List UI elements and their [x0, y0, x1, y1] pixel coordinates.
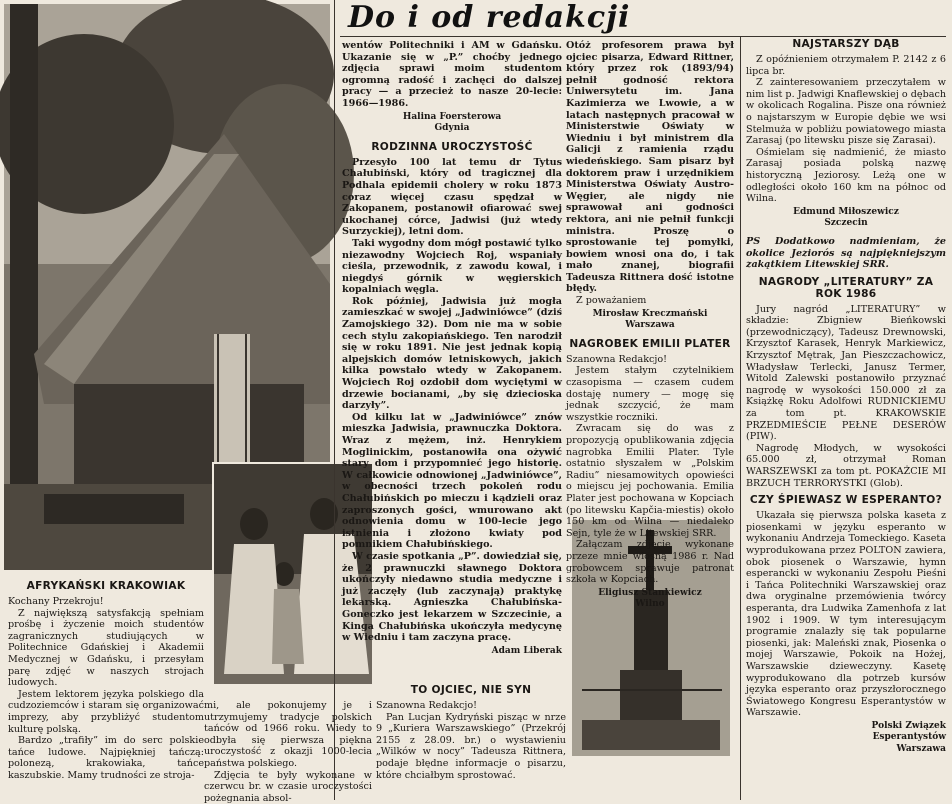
article-title-czy-spiewasz-w-esperanto: CZY ŚPIEWASZ W ESPERANTO? [749, 494, 943, 507]
paragraph: Pan Lucjan Kydryński pisząc w nrze 9 „Kuriera Warszawskiego” (Przekrój 2155 z 28.09. br.) o wystawieniu „Wilków w nocy” Tadeusza Rittnera, podaje błędne informacje o pisarzu, które chciałbym sprostować. [376, 711, 566, 781]
paragraph: Przesyło 100 lat temu dr Tytus Chałubiński, który od tragicznej dla Podhala epidemii cholery w roku 1873 coraz więcej czasu spędzał w Zakopanem, postanowił ofiarować swej ukochanej córce, Jadwisi (już wtedy Surzyckiej), letni dom. [342, 156, 562, 238]
signature: Eligiusz Stankiewicz Wilno [598, 587, 702, 610]
signature: Mirosław Kreczmański Warszawa [592, 308, 708, 331]
masthead-title: Do i od redakcji [348, 0, 631, 35]
paragraph: Rok później, Jadwisia już mogła zamieszkać w swojej „Jadwiniówce” (dziś Zamojskiego 32). Dom nie ma w sobie cech stylu zakopiańskiego. Ten narodził się w roku 1891. Nie jest jednak kopią alpejskich domów letniskowych, jakich kilka powstało wtedy w Zakopanem. Wojciech Roj ozdobił dom wyciętymi w drzewie bocianami, „by się dziecioska darzyły”. [342, 295, 562, 412]
signature: Polski Związek Esperantystów Warszawa [871, 720, 946, 755]
paragraph: Szanowna Redakcjo! [566, 353, 668, 365]
article-nagrobek-emilii-plater [566, 40, 734, 610]
paragraph: Zwracam się do was z propozycją opublikowania zdjęcia nagrobka Emilii Plater. Tyle ostatnio słyszałem w „Polskim Radiu” niesamowitych opowieści o miejscu jej pochowania. Emilia Plater jest pochowana w Kopciach (po litewsku Kapčia-miestis) około 150 km od Wilna — niedaleko Sejn, tyle że w Litewskiej SRR. [566, 423, 734, 539]
paragraph: Z poważaniem [576, 295, 647, 307]
article-title-najstarszy-dab: NAJSTARSZY DĄB [792, 38, 900, 50]
paragraph: Załączam zdjęcie wykonane przeze mnie wiosną 1986 r. Nad grobowcem sprawuje patronat szkoła w Kopciach. [566, 539, 734, 586]
signature: Halina Foersterowa Gdynia [402, 111, 502, 134]
paragraph: Ukazała się pierwsza polska kaseta z piosenkami w języku esperanto w wykonaniu Andrzeja Tomeckiego. Kaseta wyprodukowana przez POLTON zawiera, obok piosenek o Warszawie, hymn esperancki w wykonaniu Zespołu Pieśni i Tańca Politechniki Warszawskiej oraz dwa oryginalne przemówienia twórcy esperanta, dra Ludwika Zamenhofa z lat 1902 i 1909. W tym interesującym programie znalazły się tak popularne piosenki, jak: Maleński znak, Piosenka o mojej Warszawie, Pokoik na Hożej, Warszawskie dzieweczyny. Kasetę wyprodukowano dla potrzeb kursów języka esperanto oraz przyszłorocznego Światowego Kongresu Esperantystów w Warszawie. [746, 510, 946, 719]
paragraph: Z zainteresowaniem przeczytałem w nim list p. Jadwigi Knaflewskiej o dębach w okolicach Rogalina. Pisze ona również o najstarszym w Europie dębie we wsi Stelmuża w pobliżu powiatowego miasta Zarasaj (po litewsku pisze się Zarasai). [746, 77, 946, 147]
paragraph: Od kilku lat w „Jadwiniówce” znów mieszka Jadwisia, prawnuczka Doktora. Wraz z mężem, inż. Henrykiem Moglinickim, postanowiła ona ożywić stary dom i przypomnieć jego historię. W całkowicie odnowionej „Jadwiniówce”, w obecności trzech pokoleń rodu Chałubińskich po mieczu i kądzieli oraz zaproszonych gości, wmurowano akt odnowienia domu w 100-lecie jego istnienia i złożono kwiaty pod pomnikiem Chałubińskiego. [342, 411, 562, 551]
article-afrykanski-krakowiak [8, 578, 204, 800]
signature: Adam Liberak [491, 645, 562, 656]
article-title: TO OJCIEC, NIE SYN [410, 684, 532, 696]
article-rodzinna-uroczystosc [342, 40, 562, 680]
article-afrykanski-krakowiak-continued [204, 700, 372, 804]
article-to-ojciec-nie-syn [376, 684, 566, 800]
paragraph: Otóż profesorem prawa był ojciec pisarza, Edward Rittner, który przez rok (1893/94) pełnił godność rektora Uniwersytetu im. Jana Kazimierza we Lwowie, a w latach następnych pracował w Ministerstwie Oświaty w Wiedniu i był ministrem dla Galicji z ramienia rządu wiedeńskiego. Sam pisarz był doktorem praw i urzędnikiem Ministerstwa Oświaty Austro-Węgier, ale nigdy nie sprawował ani godności rektora, ani nie pełnił funkcji ministra. Proszę o sprostowanie tej pomyłki, bowiem wnosi ona do, i tak mało znanej, biografii Tadeusza Rittnera dość istotne błędy. [566, 40, 734, 295]
article-title: NAGROBEK EMILII PLATER [569, 337, 731, 350]
column-right [746, 38, 946, 800]
article-title: AFRYKAŃSKI KRAKOWIAK [26, 580, 186, 592]
column-rule-1 [334, 0, 335, 800]
article-title-nagrody-literatury: NAGRODY „LITERATURY” ZA ROK 1986 [758, 275, 934, 300]
paragraph: Jestem lektorem języka polskiego dla cudzoziemców i staram się organizować imprezy, aby przybliżyć studentom kulturę polską. [8, 688, 204, 735]
paragraph: W czasie spotkania „P”. dowiedział się, że 2 prawnuczki sławnego Doktora ukończyły niedawno studia medyczne i już zaczęły (lub zaczynają) praktykę lekarską. Agnieszka Chałubińska-Goneczko jest lekarzem w Szczecinie, a Kinga Chałubińska ukończyła medycynę w Wiedniu i tam zaczyna pracę. [342, 550, 562, 644]
masthead-rule [340, 36, 946, 37]
paragraph: Z opóźnieniem otrzymałem P. 2142 z 6 lipca br. [746, 54, 946, 77]
paragraph: wentów Politechniki i AM w Gdańsku. Ukazanie się w „P.” choćby jednego zdjęcia sprawi moim studentom ogromną radość i zachęci do dalszej pracy — a przecież to nasze 20-lecie: 1966—1986. [342, 40, 562, 109]
signature: Edmund Miłoszewicz Szczecin [793, 206, 899, 229]
paragraph: mi, ale pokonujemy je i utrzymujemy tradycje polskich tańców od 1966 roku. Wiedy to odbyła się pierwsza piękna uroczystość z okazji 1000-lecia państwa polskiego. [204, 700, 372, 769]
column-rule-3 [740, 36, 741, 800]
paragraph: Jury nagród „LITERATURY” w składzie: Zbigniew Bieńkowski (przewodniczący), Tadeusz Drewnowski, Krzysztof Karasek, Henryk Markiewicz, Krzysztof Mętrak, Jan Pieszczachowicz, Władysław Terlecki, Janusz Termer, Witold Zalewski postanowiło przyznać nagrodę w wysokości 150.000 zł za Książkę Roku Adolfowi RUDNICKIEMU za tom pt. KRAKOWSKIE PRZEDMIEŚCIE PEŁNE DESERÓW (PIW). [746, 303, 946, 443]
article-title: RODZINNA UROCZYSTOŚĆ [371, 140, 533, 153]
paragraph: Jestem stałym czytelnikiem czasopisma — czasem cudem dostaję numery — mogę się jednak szczycić, że mam wszystkie roczniki. [566, 365, 734, 423]
paragraph: Kochany Przekroju! [8, 596, 104, 607]
postscript: PS Dodatkowo nadmieniam, że okolice Jeziorós są najpiękniejszym zakątkiem Litewskiej SRR. [746, 235, 946, 271]
paragraph: Bardzo „trafiły” im do serc polskie tańce ludowe. Najpiękniej tańczą: polonezą, krakowiaka, tańce kaszubskie. Mamy trudności ze stroja- [8, 735, 204, 781]
paragraph: Z największą satysfakcją spełniam prośbę i życzenie moich studentów zagranicznych studiujących w Politechnice Gdańskiej i Akademii Medycznej w Gdańsku, i przesyłam parę zdjęć w naszych strojach ludowych. [8, 607, 204, 689]
paragraph: Szanowna Redakcjo! [376, 700, 478, 711]
paragraph: Taki wygodny dom mógł postawić tylko niezawodny Wojciech Roj, wspaniały cieśla, przewodnik, z zawodu kowal, i niegdyś górnik w węgierskich kopalniach węgla. [342, 237, 562, 296]
paragraph: Ośmielam się nadmienić, że miasto Zarasaj posiada polską nazwę historyczną Jeziorosy. Leżą one w odległości około 160 km na północ od Wilna. [746, 146, 946, 205]
paragraph: Zdjęcia te były wykonane w czerwcu br. w czasie uroczystości pożegnania absol- [204, 769, 372, 804]
paragraph: Nagrodę Młodych, w wysokości 65.000 zł, otrzymał Roman WARSZEWSKI za tom pt. POKAŻCIE MI BRZUCH TERRORYSTKI (Glob). [746, 442, 946, 489]
